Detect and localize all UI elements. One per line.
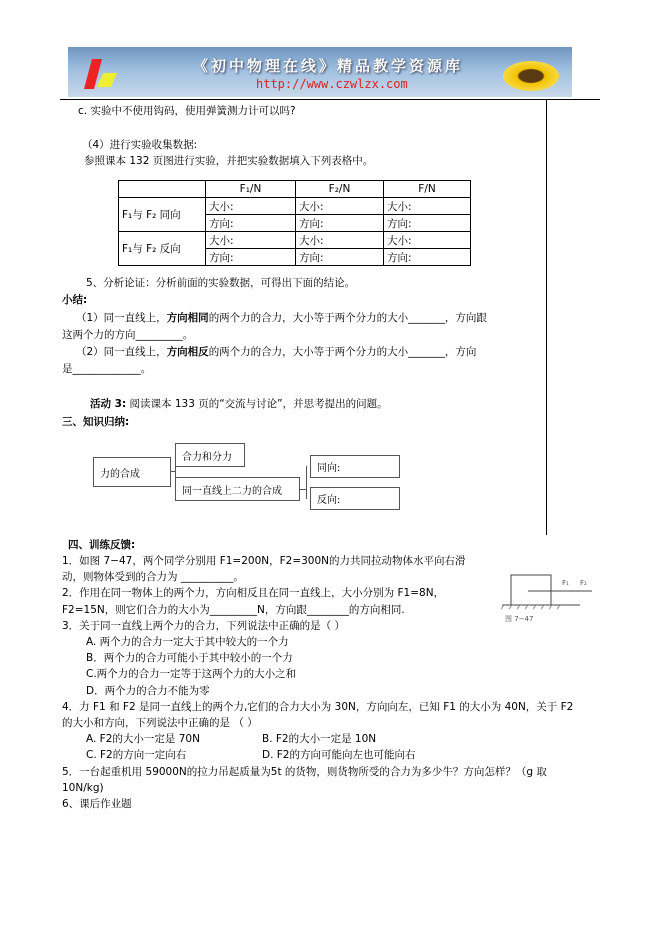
q5b: 10N/kg)	[62, 781, 104, 794]
diagram-root: 力的合成	[93, 457, 171, 487]
q4-options-ab	[62, 731, 573, 747]
figure-caption: 图 7−47	[505, 615, 534, 623]
q6: 6、课后作业题	[62, 798, 132, 811]
cell[interactable]: 方向:	[384, 249, 471, 266]
figure-7-47	[500, 565, 595, 625]
t-bold: 活动 3:	[90, 398, 127, 410]
summary-1	[76, 310, 487, 325]
q4-option-a: A. F2的大小一定是 70N	[86, 733, 200, 746]
q3-option-c: C.两个力的合力一定等于这两个力的大小之和	[86, 668, 297, 681]
cell[interactable]: 方向:	[384, 215, 471, 232]
diagram-opposite-direction[interactable]: 反向:	[310, 487, 400, 510]
summary-1b: 这两个力的方向_________。	[62, 329, 194, 341]
section-4-heading: 四、训练反馈:	[68, 539, 136, 551]
cell[interactable]: 方向:	[206, 249, 296, 266]
data-table	[118, 180, 471, 266]
q3-option-b: B．两个力的合力可能小于其中较小的一个力	[86, 652, 293, 665]
t-bold: 方向相反	[166, 346, 209, 358]
step-4-instructions: 参照课本 132 页图进行实验，并把实验数据填入下列表格中。	[84, 155, 374, 167]
q4-option-b: B. F2的大小一定是 10N	[262, 733, 377, 746]
q4-option-c: C. F2的方向一定向右	[86, 749, 187, 762]
cell[interactable]: 方向:	[206, 215, 296, 232]
summary-2b: 是_____________。	[62, 363, 152, 375]
banner-url: http://www.czwlzx.com	[256, 77, 408, 91]
sunflower-image	[503, 61, 559, 91]
header-divider	[60, 99, 600, 100]
t: 的两个力的合力，大小等于两个分力的大小_______，方向	[208, 346, 477, 358]
cell[interactable]: 大小:	[296, 198, 384, 215]
diagram-node-resultant: 合力和分力	[175, 443, 245, 467]
cell[interactable]: 大小:	[384, 232, 471, 249]
cell[interactable]: 方向:	[296, 249, 384, 266]
q2: 2．作用在同一物体上的两个力，方向相反且在同一直线上，大小分别为 F1=8N，	[62, 587, 445, 600]
step-4: （4）进行实验收集数据:	[82, 139, 198, 151]
q1b: 动，则物体受到的合力为 __________。	[62, 571, 244, 584]
row-opposite: F₁与 F₂ 反向	[119, 232, 206, 266]
th-f1: F₁/N	[206, 181, 296, 198]
banner-title: 《初中物理在线》精品教学资源库	[193, 57, 464, 75]
q4: 4．力 F1 和 F2 是同一直线上的两个力,它们的合力大小为 30N，方向向左，已知 F1 的大小为 40N，关于 F2	[62, 700, 574, 713]
q4-option-d: D. F2的方向可能向左也可能向右	[262, 749, 416, 762]
question-c: c. 实验中不使用钩码，使用弹簧测力计可以吗?	[78, 105, 296, 117]
q2b: F2=15N，则它们合力的大小为_________N，方向跟________的方向相同.	[62, 603, 405, 616]
q3: 3．关于同一直线上两个力的合力，下列说法中正确的是（ ）	[62, 619, 346, 632]
q4b: 的大小和方向，下列说法中正确的是 （ ）	[62, 717, 258, 730]
q4-options-cd	[62, 747, 573, 763]
logo-icon-accent	[97, 73, 118, 87]
cell[interactable]: 方向:	[296, 215, 384, 232]
diagram-node-collinear: 同一直线上二力的合成	[175, 477, 300, 501]
cell[interactable]: 大小:	[206, 198, 296, 215]
q3-option-d: D．两个力的合力不能为零	[86, 684, 210, 697]
q1: 1．如图 7−47，两个同学分别用 F1=200N，F2=300N的力共同拉动物体水平向右滑	[62, 555, 466, 567]
margin-line	[546, 99, 547, 535]
q5: 5．一台起重机用 59000N的拉力吊起质量为5t 的货物，则货物所受的合力为多少牛？方向怎样？（g 取	[62, 765, 547, 778]
cell[interactable]: 大小:	[296, 232, 384, 249]
q3-option-a: A. 两个力的合力一定大于其中较大的一个力	[86, 636, 289, 649]
diagram-same-direction[interactable]: 同向:	[310, 455, 400, 478]
th-f: F/N	[384, 181, 471, 198]
header-banner	[68, 47, 572, 97]
f2-label: F₂	[580, 579, 587, 587]
th	[119, 181, 206, 198]
t: （2）同一直线上，	[76, 346, 167, 358]
cell[interactable]: 大小:	[384, 198, 471, 215]
summary-heading: 小结:	[62, 294, 88, 306]
step-5: 5、分析论证：分析前面的实验数据，可得出下面的结论。	[86, 277, 356, 289]
questions	[62, 553, 573, 812]
cell[interactable]: 大小:	[206, 232, 296, 249]
activity-3	[90, 396, 388, 411]
row-same: F₁与 F₂ 同向	[119, 198, 206, 232]
f1-label: F₁	[562, 579, 569, 587]
section-3-heading: 三、知识归纳:	[62, 416, 130, 428]
t: （1）同一直线上，	[76, 312, 167, 324]
t: 阅读课本 133 页的“交流与讨论”，并思考提出的问题。	[126, 398, 388, 410]
t-bold: 方向相同	[166, 312, 209, 324]
t: 的两个力的合力，大小等于两个分力的大小_______，方向跟	[208, 312, 487, 324]
th-f2: F₂/N	[296, 181, 384, 198]
summary-2	[76, 344, 476, 359]
